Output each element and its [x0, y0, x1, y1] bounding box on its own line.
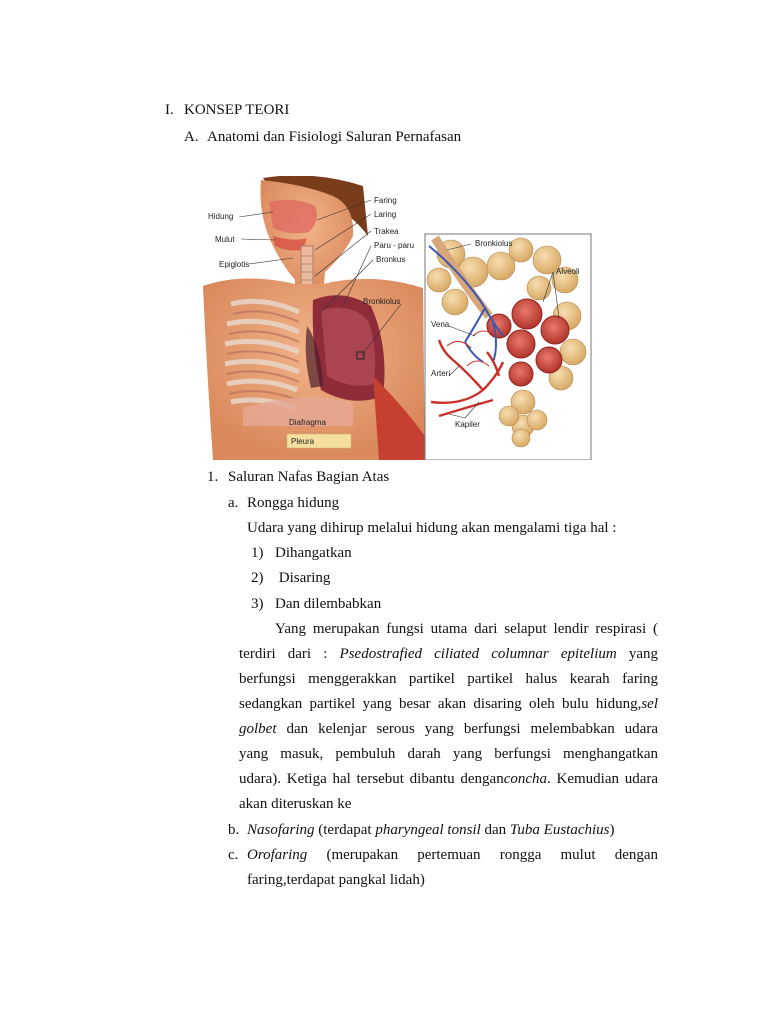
list-marker-a: a.: [228, 495, 239, 511]
paragraph-line: sedangkan partikel yang besar akan disaring oleh bulu hidung,sel: [239, 696, 658, 712]
list-marker-c: c.: [228, 847, 239, 863]
label-bronkus: Bronkus: [376, 255, 406, 264]
label-bronkiolus-torso: Bronkiolus: [363, 297, 401, 306]
label-mulut: Mulut: [215, 235, 235, 244]
label-hidung: Hidung: [208, 212, 234, 221]
label-alveoli: Alveoli: [556, 267, 580, 276]
section-heading-konsep-teori: KONSEP TEORI: [184, 102, 290, 118]
label-trakea: Trakea: [374, 227, 399, 236]
label-faring: Faring: [374, 196, 397, 205]
sublist-item-dihangatkan: Dihangatkan: [275, 545, 352, 561]
sublist-marker-3: 3): [251, 596, 264, 612]
paragraph-line: Yang merupakan fungsi utama dari selaput lendir respirasi (: [275, 621, 658, 637]
paragraph-line: terdiri dari : Psedostrafied ciliated columnar epitelium yang: [239, 646, 659, 662]
label-paru-paru: Paru - paru: [374, 241, 415, 250]
heading-marker-1: I.: [165, 102, 174, 118]
label-kapiler: Kapiler: [455, 420, 480, 429]
label-arteri: Arteri: [431, 369, 451, 378]
paragraph-line: yang masuk, pembuluh darah yang berfungsi menghangatkan: [239, 746, 658, 762]
sublist-item-dilembabkan: Dan dilembabkan: [275, 596, 382, 612]
item-rongga-hidung: Rongga hidung: [247, 495, 340, 511]
item-orofaring-line2: faring,terdapat pangkal lidah): [247, 872, 425, 888]
label-epiglotis: Epiglotis: [219, 260, 250, 269]
list-marker-b: b.: [228, 822, 240, 838]
sublist-marker-2: 2): [251, 570, 264, 586]
item-a-intro: Udara yang dihirup melalui hidung akan mengalami tiga hal :: [247, 520, 617, 536]
list-marker-1: 1.: [207, 469, 219, 485]
sublist-item-disaring: Disaring: [275, 570, 331, 586]
label-laring: Laring: [374, 210, 397, 219]
label-pleura: Pleura: [291, 437, 315, 446]
sublist-marker-1: 1): [251, 545, 264, 561]
paragraph-line: akan diteruskan ke: [239, 796, 352, 812]
paragraph-line: golbet dan kelenjar serous yang berfungsi melembabkan udara: [239, 721, 658, 737]
label-vena: Vena: [431, 320, 450, 329]
item-orofaring: Orofaring (merupakan pertemuan rongga mulut dengan: [247, 847, 659, 863]
item-nasofaring: Nasofaring (terdapat pharyngeal tonsil dan Tuba Eustachius): [247, 822, 615, 838]
subheading-anatomi: Anatomi dan Fisiologi Saluran Pernafasan: [207, 129, 462, 145]
section-saluran-nafas-atas: Saluran Nafas Bagian Atas: [228, 469, 390, 485]
paragraph-line: berfungsi menggerakkan partikel partikel halus kearah faring: [239, 671, 658, 687]
respiratory-anatomy-figure: [203, 176, 592, 460]
paragraph-line: udara). Ketiga hal tersebut dibantu denganconcha. Kemudian udara: [239, 771, 659, 787]
label-diafragma: Diafragma: [289, 418, 326, 427]
label-bronkiolus-alveoli: Bronkiolus: [475, 239, 513, 248]
subheading-marker-a: A.: [184, 129, 199, 145]
